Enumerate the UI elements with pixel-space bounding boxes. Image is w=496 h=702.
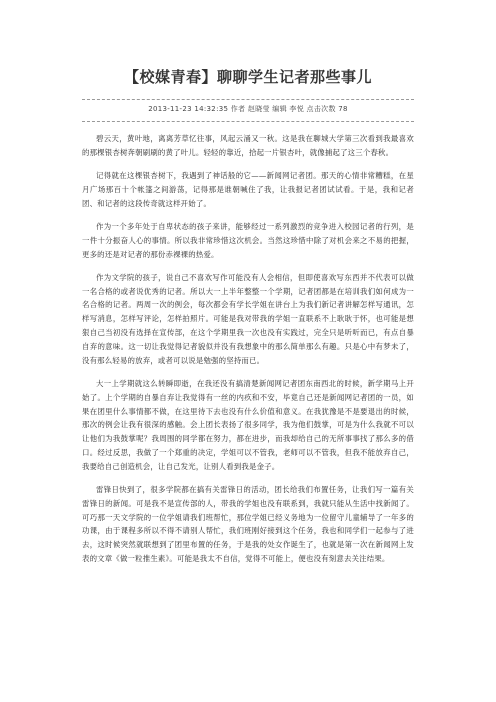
paragraph: 雷锋日快到了，很多学院都在搞有关雷锋日的活动，团长给我们布置任务，让我们写一篇有关雷锋日的新闻。可是我不是宣传部的人，带我的学姐也没有联系到，我就只能从生活中找新闻了。可巧那一天文学院的一位学姐请我们班帮忙，那位学姐已经义务地为一位留守儿童辅导了一年多的功课，由于课程多所以不得不请别人帮忙，我们班刚好接到这个任务，我也和同学们一起参与了进去，这时候突然就联想到了团里布置的任务，于是我的处女作诞生了，也就是第一次在新闻网上发表的文章《做一粒推生素》。可能是我太不自信，觉得不可能上，便也没有刻意去关注结果。: [82, 485, 414, 564]
paragraph: 作为文学院的孩子，说自己不喜欢写作可能没有人会相信，但即使喜欢写东西并不代表可以做一名合格的或者说优秀的记者。所以大一上半年整整一个学期，记者团都是在培训我们如何成为一名合格的记者。两周一次的例会，每次都会有学长学姐在讲台上为我们新记者讲解怎样写通讯，怎样写消息，怎样写评论，怎样拍照片。可能是我对带我的学姐一直联系不上耿耿于怀，也可能是想狠自己当初没有选择在宣传部，在这个学期里我一次也没有实践过，完全只是听听而已，有点自暴自弃的意味。这一切让我觉得记者貌似并没有我想象中的那么简单那么有趣。只是心中有梦未了，没有那么轻易的放弃，或者可以说是勉强的坚持而已。: [82, 272, 414, 365]
article-title: 【校媒青春】聊聊学生记者那些事儿: [123, 68, 372, 86]
paragraph: 碧云天，黄叶地，离离芳草忆往事，风起云涌又一秋。这是我在聊城大学第三次看到我最喜欢的那棵银杏树奔朝刷刷的黄了叶儿。轻轻的靠近，拾起一片银杏叶，就像捕起了这三个春秋。: [82, 134, 414, 157]
paragraph: 大一上学期就这么转瞬即逝，在我还没有搞清楚新闻网记者团东南西北的时候，新学期马上开始了。上个学期的自暴自弃让我觉得有一丝的内疚和不安，毕竟自己还是新闻网记者团的一员，如果在团里什么事情都不做，在这里待下去也没有什么价值和意义。在我犹豫是不是要退出的时候，那次的例会让我有很深的感触。会上团长表扬了很多同学，我为他们鼓掌，可是为什么我就不可以让他们为我鼓掌呢？我周围的同学都在努力，都在进步，而我却给自己的无所事事找了那么多的借口。经过反思，我做了一个郑重的决定，学姐可以不管我，老师可以不管我，但我不能放弃自己，我要给自己创造机会，让自己发光，让别人看到我是金子。: [82, 378, 414, 471]
paragraph: 记得就在这棵银杏树下，我遇到了神话般的它——新闻网记者团。那天的心情非常糟糕，在星月广场那百十个帐篷之间游荡，记得那是谁朝喊住了我，让我报记者团试试看。于是，我和记者团、和记者的这段传奇就这样开始了。: [82, 171, 414, 208]
paragraph: 作为一个多年处于自卑状态的孩子来讲，能够经过一系列激烈的竞争进入校园记者的行列，是一件十分振奋人心的事情。所以我非常珍惜这次机会。当然这珍惜中除了对机会来之不易的把握，更多的还是对记者的那份赤裸裸的热爱。: [82, 221, 414, 259]
title-divider-top: [82, 99, 414, 100]
article-meta: 2013-11-23 14:32:35 作者 赵晓莹 编辑 李悦 点击次数 78: [148, 105, 348, 113]
title-divider-bottom: [82, 121, 414, 122]
article-body: [82, 132, 414, 575]
